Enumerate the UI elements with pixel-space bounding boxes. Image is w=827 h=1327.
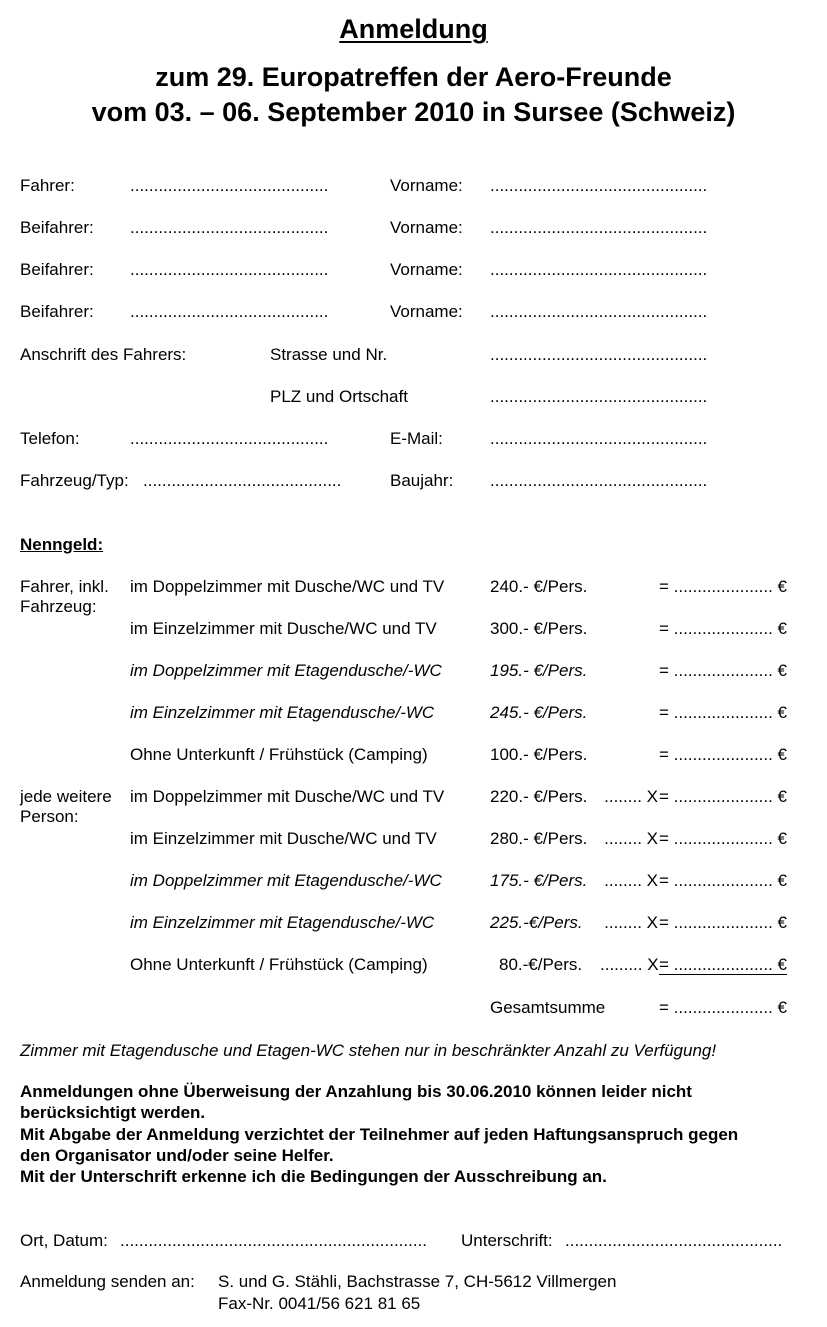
street-label: Strasse und Nr. (270, 345, 388, 364)
fee-option-price: 280.- €/Pers. (490, 829, 588, 848)
extra-person-label-2: Person: (20, 807, 79, 826)
extra-person-label: jede weitere (20, 787, 112, 806)
codriver-name-field[interactable]: .......................................... (130, 302, 329, 321)
fee-result-field[interactable]: = ..................... € (659, 871, 788, 890)
fee-option-desc: Ohne Unterkunft / Frühstück (Camping) (130, 955, 428, 974)
codriver-firstname-field[interactable]: .............................................. (490, 260, 708, 279)
condition-line: Mit Abgabe der Anmeldung verzichtet der Teilnehmer auf jeden Haftungsanspruch gegen (20, 1125, 739, 1144)
total-field[interactable]: = ..................... € (659, 998, 788, 1017)
fee-result-field[interactable]: = ..................... € (659, 619, 788, 638)
availability-note: Zimmer mit Etagendusche und Etagen-WC stehen nur in beschränkter Anzahl zu Verfügung! (20, 1041, 717, 1060)
quantity-field[interactable]: ........ X (604, 913, 658, 932)
driver-fee-label-2: Fahrzeug: (20, 597, 97, 616)
fee-result-field[interactable]: = ..................... € (659, 955, 788, 974)
fee-result-field[interactable]: = ..................... € (659, 829, 788, 848)
fee-option-price: 100.- €/Pers. (490, 745, 588, 764)
fee-option-desc: im Einzelzimmer mit Etagendusche/-WC (130, 703, 435, 722)
codriver-name-field[interactable]: .......................................... (130, 260, 329, 279)
codriver-label: Beifahrer: (20, 218, 94, 237)
email-label: E-Mail: (390, 429, 443, 448)
firstname-label: Vorname: (390, 218, 463, 237)
fees-heading: Nenngeld: (20, 535, 104, 554)
send-to-label: Anmeldung senden an: (20, 1272, 195, 1291)
condition-line: berücksichtigt werden. (20, 1103, 206, 1122)
codriver-label: Beifahrer: (20, 260, 94, 279)
fee-result-field[interactable]: = ..................... € (659, 703, 788, 722)
signature-label: Unterschrift: (461, 1231, 553, 1250)
firstname-label: Vorname: (390, 176, 463, 195)
fee-option-desc: im Doppelzimmer mit Etagendusche/-WC (130, 871, 442, 890)
fee-result-field[interactable]: = ..................... € (659, 787, 788, 806)
driver-name-field[interactable]: .......................................... (130, 176, 329, 195)
fee-option-price: 300.- €/Pers. (490, 619, 588, 638)
fee-option-desc: Ohne Unterkunft / Frühstück (Camping) (130, 745, 428, 764)
codriver-firstname-field[interactable]: .............................................. (490, 302, 708, 321)
codriver-label: Beifahrer: (20, 302, 94, 321)
quantity-field[interactable]: ........ X (604, 787, 658, 806)
driver-fee-label: Fahrer, inkl. (20, 577, 109, 596)
codriver-name-field[interactable]: .......................................... (130, 218, 329, 237)
total-label: Gesamtsumme (490, 998, 606, 1017)
fee-option-price: 220.- €/Pers. (490, 787, 588, 806)
codriver-firstname-field[interactable]: .............................................. (490, 218, 708, 237)
driver-label: Fahrer: (20, 176, 75, 195)
fee-option-desc: im Doppelzimmer mit Dusche/WC und TV (130, 577, 445, 596)
place-date-label: Ort, Datum: (20, 1231, 108, 1250)
fee-option-price: 240.- €/Pers. (490, 577, 588, 596)
fee-option-price: 225.-€/Pers. (490, 913, 583, 932)
condition-line: Mit der Unterschrift erkenne ich die Bedingungen der Ausschreibung an. (20, 1167, 607, 1186)
fee-result-field[interactable]: = ..................... € (659, 745, 788, 764)
condition-line: Anmeldungen ohne Überweisung der Anzahlung bis 30.06.2010 können leider nicht (20, 1082, 692, 1101)
signature-field[interactable]: .............................................. (565, 1231, 783, 1250)
address-label: Anschrift des Fahrers: (20, 345, 187, 364)
fee-option-desc: im Doppelzimmer mit Dusche/WC und TV (130, 787, 445, 806)
email-field[interactable]: .............................................. (490, 429, 708, 448)
quantity-field[interactable]: ........ X (604, 829, 658, 848)
year-label: Baujahr: (390, 471, 454, 490)
send-address: S. und G. Stähli, Bachstrasse 7, CH-5612 Villmergen (218, 1272, 617, 1291)
event-dates: vom 03. – 06. September 2010 in Sursee (Schweiz) (91, 97, 736, 127)
fee-option-desc: im Einzelzimmer mit Dusche/WC und TV (130, 829, 437, 848)
vehicle-field[interactable]: .......................................... (143, 471, 342, 490)
city-label: PLZ und Ortschaft (270, 387, 408, 406)
street-field[interactable]: .............................................. (490, 345, 708, 364)
fee-result-field[interactable]: = ..................... € (659, 577, 788, 596)
fee-option-desc: im Einzelzimmer mit Etagendusche/-WC (130, 913, 435, 932)
year-field[interactable]: .............................................. (490, 471, 708, 490)
place-date-field[interactable]: ................................................................. (120, 1231, 428, 1250)
condition-line: den Organisator und/oder seine Helfer. (20, 1146, 334, 1165)
fee-option-price: 195.- €/Pers. (490, 661, 588, 680)
phone-field[interactable]: .......................................... (130, 429, 329, 448)
fee-option-desc: im Doppelzimmer mit Etagendusche/-WC (130, 661, 442, 680)
vehicle-label: Fahrzeug/Typ: (20, 471, 129, 490)
event-subtitle: zum 29. Europatreffen der Aero-Freunde (155, 62, 672, 92)
quantity-field[interactable]: ......... X (600, 955, 659, 974)
fee-option-price: 80.-€/Pers. (499, 955, 583, 974)
fee-result-field[interactable]: = ..................... € (659, 661, 788, 680)
send-fax: Fax-Nr. 0041/56 621 81 65 (218, 1294, 421, 1313)
fee-option-price: 245.- €/Pers. (490, 703, 588, 722)
city-field[interactable]: .............................................. (490, 387, 708, 406)
fee-option-price: 175.- €/Pers. (490, 871, 588, 890)
fee-option-desc: im Einzelzimmer mit Dusche/WC und TV (130, 619, 437, 638)
phone-label: Telefon: (20, 429, 80, 448)
firstname-label: Vorname: (390, 302, 463, 321)
driver-firstname-field[interactable]: .............................................. (490, 176, 708, 195)
quantity-field[interactable]: ........ X (604, 871, 658, 890)
form-title: Anmeldung (339, 14, 488, 44)
fee-result-field[interactable]: = ..................... € (659, 913, 788, 932)
firstname-label: Vorname: (390, 260, 463, 279)
